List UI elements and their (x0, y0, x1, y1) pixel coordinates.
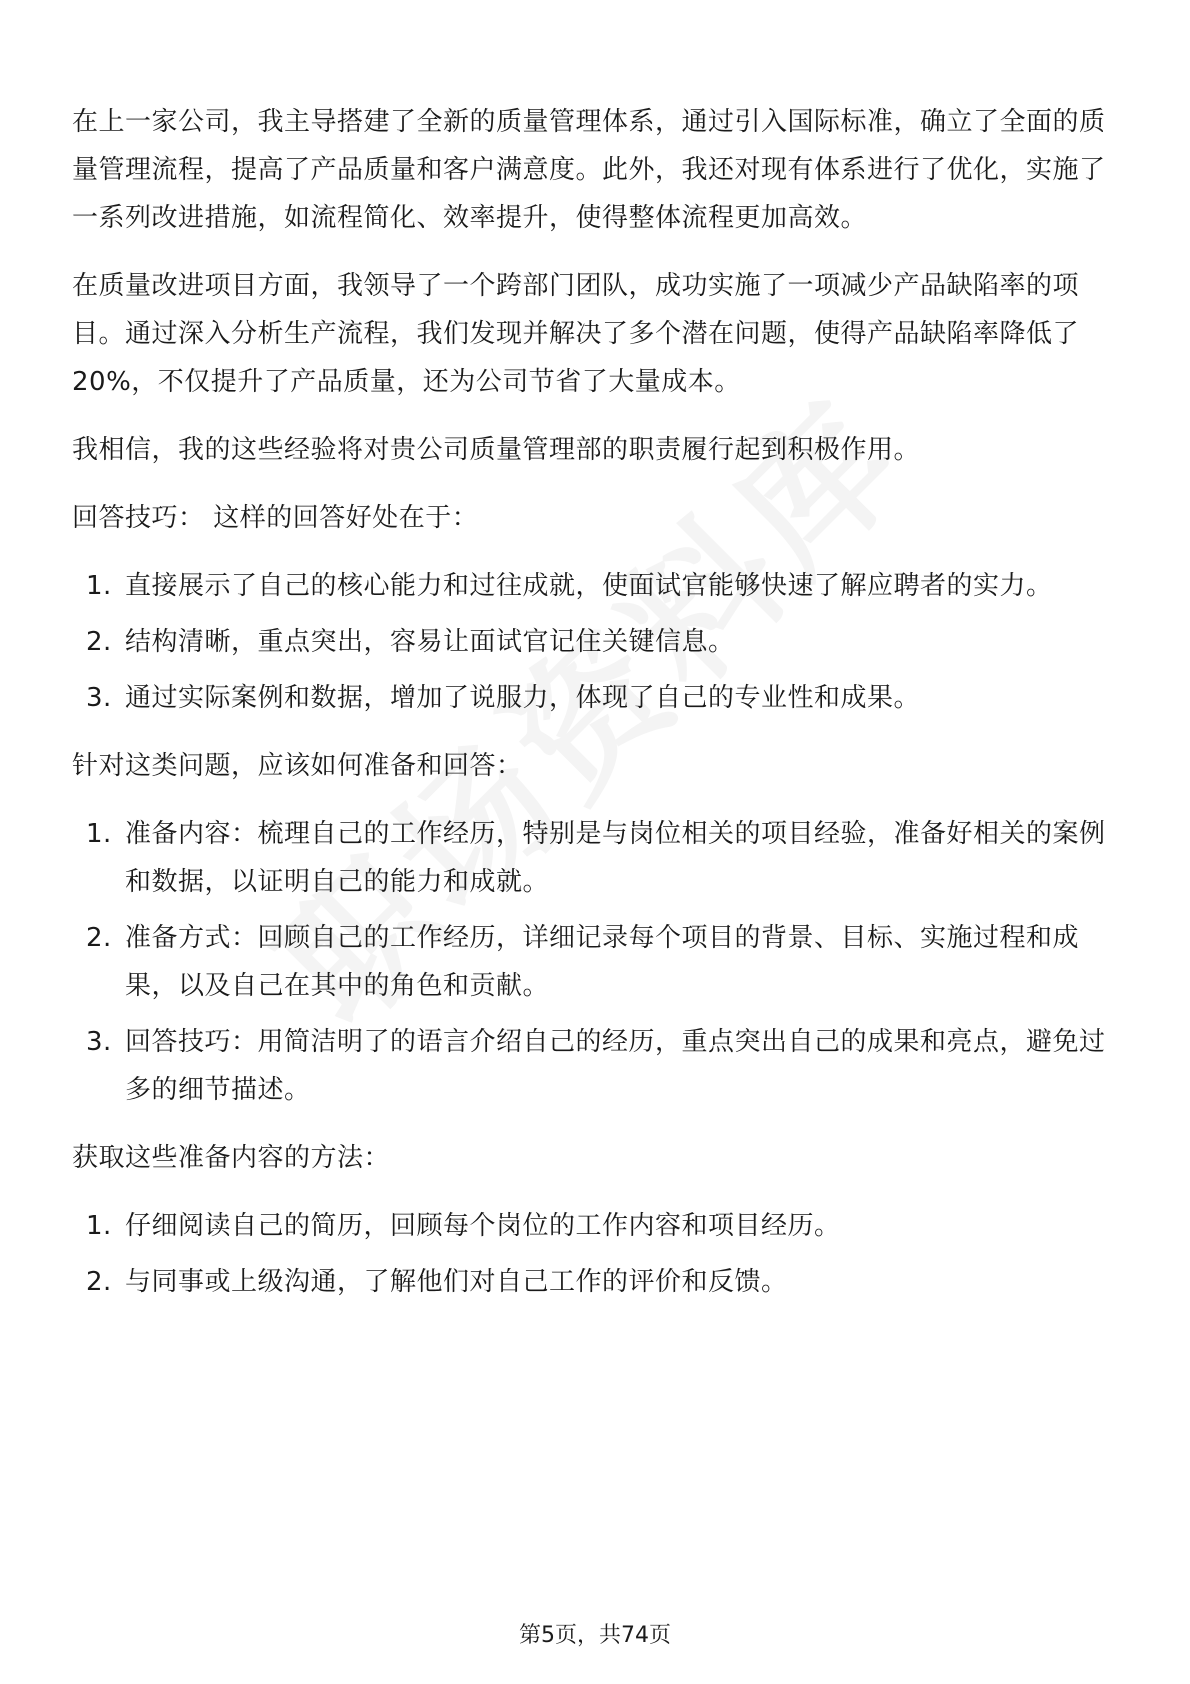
list-number: 1. (86, 819, 112, 849)
list-item (72, 1258, 1122, 1306)
paragraph-quality-system: 在上一家公司，我主导搭建了全新的质量管理体系，通过引入国际标准，确立了全面的质量管理流程，提高了产品质量和客户满意度。此外，我还对现有体系进行了优化，实施了一系列改进措施，如流程简化、效率提升，使得整体流程更加高效。 (72, 107, 1106, 233)
prep-list (72, 810, 1122, 1114)
list-item-text: 仔细阅读自己的简历，回顾每个岗位的工作内容和项目经历。 (125, 1211, 841, 1241)
list-item-text: 准备内容：梳理自己的工作经历，特别是与岗位相关的项目经验，准备好相关的案例和数据，以证明自己的能力和成就。 (125, 819, 1106, 897)
list-item-text: 与同事或上级沟通，了解他们对自己工作的评价和反馈。 (125, 1267, 788, 1297)
list-item-text: 通过实际案例和数据，增加了说服力，体现了自己的专业性和成果。 (125, 683, 921, 713)
list-item-text: 准备方式：回顾自己的工作经历，详细记录每个项目的背景、目标、实施过程和成果，以及自己在其中的角色和贡献。 (125, 923, 1080, 1001)
document-content (72, 98, 1122, 1326)
list-item (72, 674, 1122, 722)
list-item-text: 结构清晰，重点突出，容易让面试官记住关键信息。 (125, 627, 735, 657)
page-footer: 第5页，共74页 (519, 1623, 671, 1648)
list-number: 2. (86, 923, 112, 953)
list-item (72, 1018, 1122, 1114)
list-number: 2. (86, 627, 112, 657)
methods-list (72, 1202, 1122, 1306)
list-item (72, 914, 1122, 1010)
list-number: 3. (86, 1027, 112, 1057)
prep-heading: 针对这类问题，应该如何准备和回答： (72, 751, 523, 781)
list-item-text: 回答技巧：用简洁明了的语言介绍自己的经历，重点突出自己的成果和亮点，避免过多的细节描述。 (125, 1027, 1106, 1105)
list-item (72, 618, 1122, 666)
list-number: 1. (86, 1211, 112, 1241)
list-item (72, 810, 1122, 906)
paragraph-conclusion: 我相信，我的这些经验将对贵公司质量管理部的职责履行起到积极作用。 (72, 435, 921, 465)
list-number: 2. (86, 1267, 112, 1297)
paragraph-improvement-project: 在质量改进项目方面，我领导了一个跨部门团队，成功实施了一项减少产品缺陷率的项目。通过深入分析生产流程，我们发现并解决了多个潜在问题，使得产品缺陷率降低了20%，不仅提升了产品质量，还为公司节省了大量成本。 (72, 271, 1080, 397)
list-number: 3. (86, 683, 112, 713)
list-item (72, 562, 1122, 610)
list-item-text: 直接展示了自己的核心能力和过往成就，使面试官能够快速了解应聘者的实力。 (125, 571, 1053, 601)
tips-heading: 回答技巧： 这样的回答好处在于： (72, 503, 479, 533)
methods-heading: 获取这些准备内容的方法： (72, 1143, 391, 1173)
list-item (72, 1202, 1122, 1250)
tips-list (72, 562, 1122, 722)
list-number: 1. (86, 571, 112, 601)
